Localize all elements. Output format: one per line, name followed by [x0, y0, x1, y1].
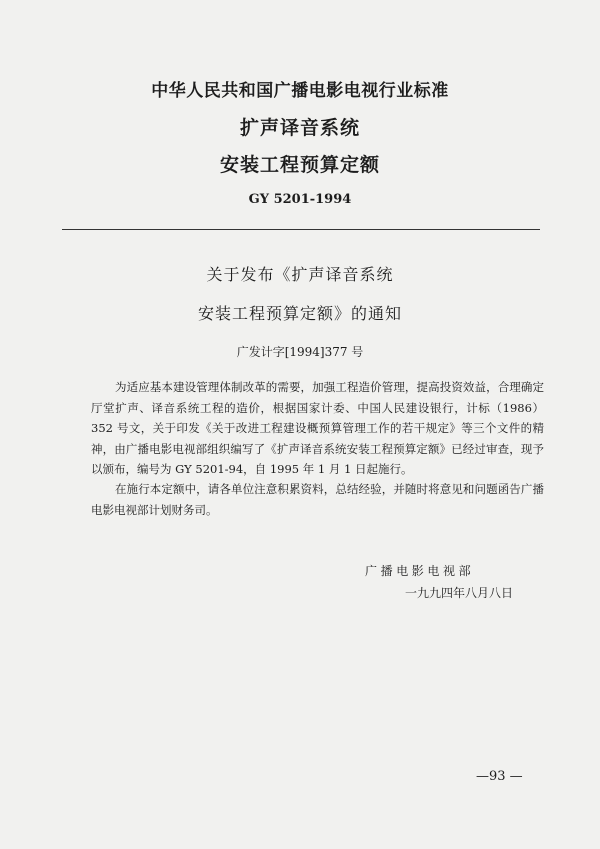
- body-paragraph-2: 在施行本定额中，请各单位注意积累资料，总结经验，并随时将意见和问题函告广播电影电视部计划财务司。: [91, 482, 544, 517]
- notice-title-line1: 关于发布《扩声译音系统: [206, 265, 394, 284]
- issuer-signature: 广播电影电视部: [365, 564, 475, 578]
- header-divider: [62, 229, 540, 230]
- body-paragraph-1: 为适应基本建设管理体制改革的需要，加强工程造价管理，提高投资效益，合理确定厅堂扩声、译音系统工程的造价，根据国家计委、中国人民建设银行，计标（1986）352 号文，关于印发《关于改进工程建设概预算管理工作的若干规定》等三个文件的精神，由广播电影电视部组织编写了《扩声译音系统安装工程预算定额》已经过审查，现予以颁布，编号为 GY 5201-94，自 1995 年 1 月 1 日起施行。: [91, 380, 544, 476]
- page-number: —93 —: [476, 769, 523, 784]
- document-title-line1: 扩声译音系统: [239, 117, 360, 139]
- standard-category-title: 中华人民共和国广播电影电视行业标准: [151, 81, 449, 101]
- standard-number: GY 5201-1994: [248, 192, 352, 207]
- notice-title-line2: 安装工程预算定额》的通知: [197, 304, 402, 323]
- issue-date: 一九九四年八月八日: [405, 586, 514, 600]
- document-title-line2: 安装工程预算定额: [219, 154, 380, 176]
- document-reference-number: 广发计字[1994]377 号: [236, 345, 364, 359]
